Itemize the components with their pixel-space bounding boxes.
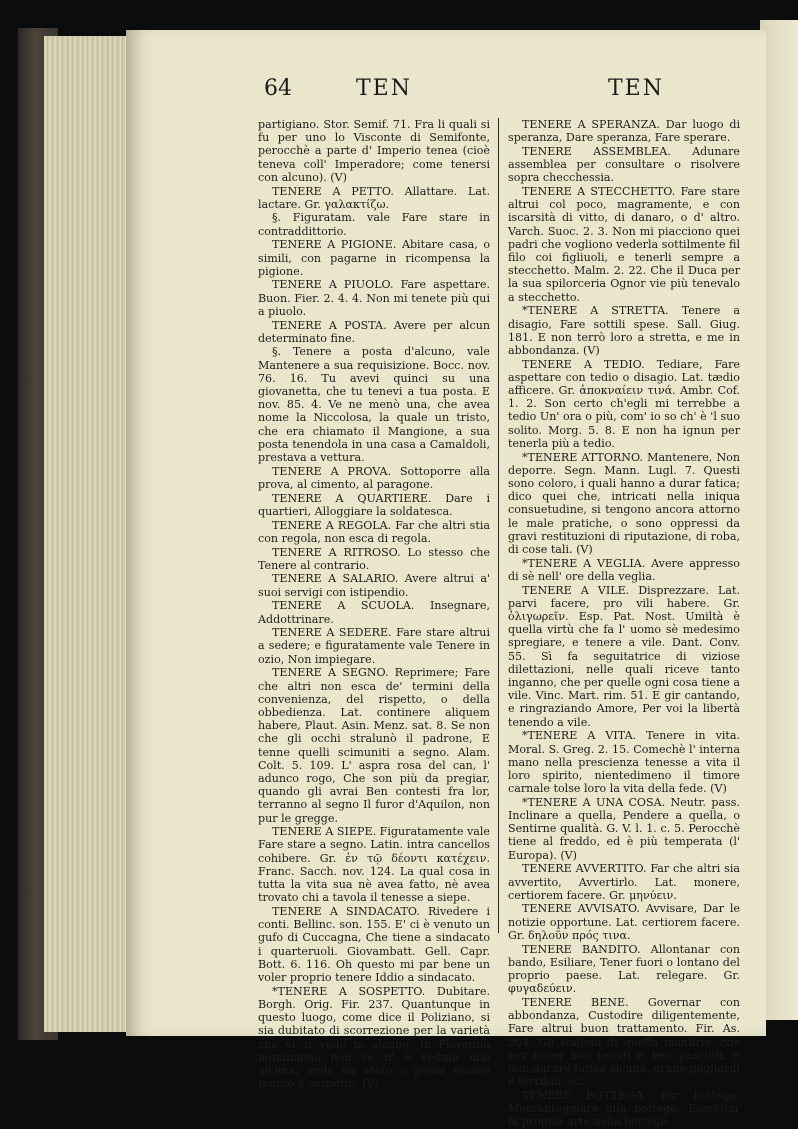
running-headword-right: TEN	[608, 76, 664, 101]
dictionary-entry: TENERE A PIUOLO. Fare aspettare. Buon. Fier. 2. 4. 4. Non mi tenete più qui a piuolo.	[258, 278, 490, 318]
dictionary-entry: TENERE A SIEPE. Figuratamente vale Fare stare a segno. Latin. intra cancellos cohibere. Gr. ἐν τῷ δέοντι κατέχειν. Franc. Sacch. nov. 124. La qual cosa in tutta la vita sua nè avea fatto, nè avea trovato chi a tavola il tenesse a siepe.	[258, 825, 490, 905]
dictionary-entry: TENERE A VILE. Disprezzare. Lat. parvi facere, pro vili habere. Gr. ὀλιγωρεῖν. Esp. Pat. Nost. Umiltà è quella virtù che fa l' uomo sè medesimo spregiare, e tenere a vile. Dant. Conv. 55. Sì fa seguitatrice di viziose dilettazioni, nelle quali riceve tanto inganno, che per quelle ogni cosa tiene a vile. Vinc. Mart. rim. 51. E gir cantando, e ringraziando Amore, Per voi la libertà tenendo a vile.	[508, 583, 740, 729]
dictionary-entry: §. Tenere a posta d'alcuno, vale Mantenere a sua requisizione. Bocc. nov. 76. 16. Tu avevi quinci su una giovanetta, che tu tenevi a tua posta. E nov. 85. 4. Ve ne menò una, che avea nome la Niccolosa, la quale un tristo, che era chiamato il Mangione, a sua posta tenendola in una casa a Camaldoli, prestava a vettura.	[258, 345, 490, 465]
dictionary-entry: TENERE A PROVA. Sottoporre alla prova, al cimento, al paragone.	[258, 464, 490, 491]
dictionary-entry: TENERE ASSEMBLEA. Adunare assemblea per consultare o risolvere sopra checchessia.	[508, 144, 740, 185]
dictionary-entry: TENERE A PIGIONE. Abitare casa, o simili, con pagarne in ricompensa la pigione.	[258, 238, 490, 278]
dictionary-entry: TENERE AVVISATO. Avvisare, Dar le notizie opportune. Lat. certiorem facere. Gr. δηλοῦν πρός τινα.	[508, 902, 740, 942]
running-headword-left: TEN	[356, 76, 412, 101]
dictionary-entry: *TENERE A SOSPETTO. Dubitare. Borgh. Orig. Fir. 237. Quantunque in questo luogo, come dice il Poliziano, si sia dubitato di scorrezione per la varietà che vi si vede in alcune; in Florentia nondimeno non se n' è veduta mai alcuna, onde sia stato o possa essere tenuto a sospetto. (V)	[258, 984, 490, 1091]
dictionary-entry: *TENERE ATTORNO. Mantenere, Non deporre. Segn. Mann. Lugl. 7. Questi sono coloro, i quali hanno a durar fatica; dico quei che, intricati nella iniqua consuetudine, si tengono ancora attorno le male pratiche, o sono oppressi da gravi restituzioni di riputazione, di roba, di cose tali. (V)	[508, 450, 740, 556]
dictionary-entry: *TENERE A UNA COSA. Neutr. pass. Inclinare a quella, Pendere a quella, o Sentirne qualità. G. V. l. 1. c. 5. Perocchè tiene al freddo, ed è più temperata (l' Europa). (V)	[508, 795, 740, 862]
dictionary-entry: TENERE A POSTA. Avere per alcun determinato fine.	[258, 318, 490, 345]
dictionary-entry: §. Figuratam. vale Fare stare in contraddittorio.	[258, 211, 490, 238]
page-number: 64	[264, 76, 292, 101]
dictionary-entry: TENERE A RITROSO. Lo stesso che Tenere al contrario.	[258, 545, 490, 572]
dictionary-entry: TENERE A SEDERE. Fare stare altrui a sedere; e figuratamente vale Tenere in ozio, Non impiegare.	[258, 626, 490, 666]
dictionary-entry: TENERE A SCUOLA. Insegnare, Addottrinare.	[258, 599, 490, 626]
dictionary-entry: TENERE A QUARTIERE. Dare i quartieri, Alloggiare la soldatesca.	[258, 491, 490, 518]
page-stack-edges	[44, 36, 128, 1032]
dictionary-entry: TENERE A PETTO. Allattare. Lat. lactare. Gr. γαλακτίζω.	[258, 184, 490, 211]
dictionary-entry: TENERE A SINDACATO. Rivedere i conti. Bellinc. son. 155. E' ci è venuto un gufo di Cuccagna, Che tiene a sindacato i quarteruoli. Giovambatt. Gell. Capr. Bott. 6. 116. Oh questo mi par bene un voler proprio tenere Iddio a sindacato.	[258, 904, 490, 984]
dictionary-entry: TENERE A SPERANZA. Dar luogo di speranza, Dare speranza, Fare sperare.	[508, 118, 740, 145]
dictionary-entry: *TENERE A STRETTA. Tenere a disagio, Fare sottili spese. Sall. Giug. 181. E non terrò loro a stretta, e me in abbondanza. (V)	[508, 304, 740, 357]
dictionary-entry: TENERE A STECCHETTO. Fare stare altrui col poco, magramente, e con iscarsità di vitto, di danaro, o d' altro. Varch. Suoc. 2. 3. Non mi piacciono quei padri che vogliono vederla sottilmente fil filo coi figliuoli, e tenerli sempre a stecchetto. Malm. 2. 22. Che il Duca per la sua spilorceria Ognor vie più tenevalo a stecchetto.	[508, 185, 740, 304]
dictionary-entry: TENERE A REGOLA. Far che altri stia con regola, non esca di regola.	[258, 518, 490, 545]
dictionary-entry: TENERE A SEGNO. Reprimere; Fare che altri non esca de' termini della convenienza, del rispetto, o della obbedienza. Lat. continere aliquem habere, Plaut. Asin. Menz. sat. 8. Se non che gli occhi stralunò il padrone, E tenne quelli scimuniti a segno. Alam. Colt. 5. 109. L' aspra rosa del can, l' adunco rogo, Che son più da pregiar, quando gli avrai Ben contesti fra lor, terranno al segno Il furor d'Aquilon, non pur le gregge.	[258, 666, 490, 825]
dictionary-entry: TENERE BENE. Governar con abbondanza, Custodire diligentemente, Fare altrui buon trattamento. Fir. As. 204. Gli stalloni di quella mandria, che per esser ben tenuti e ben pasciuti, e non durare fatica alcuna, erano gagliardi e terribili, ec.	[508, 995, 740, 1089]
dictionary-entry: TENERE BANDITO. Allontanar con bando, Esiliare, Tener fuori o lontano del proprio paese. Lat. relegare. Gr. φυγαδεύειν.	[508, 942, 740, 996]
page-header	[264, 76, 744, 116]
dictionary-entry: *TENERE A VITA. Tenere in vita. Moral. S. Greg. 2. 15. Comechè l' interna mano nella prescienza tenesse a vita il loro spirito, nientedimeno il timore carnale tolse loro la vita della fede. (V)	[508, 729, 740, 796]
dictionary-entry: TENERE AVVERTITO. Far che altri sia avvertito, Avvertirlo. Lat. monere, certiorem facere. Gr. μηνύειν.	[508, 862, 740, 902]
dictionary-entry: TENERE BOTTEGA. Far bottega, Mercanteggiare alla bottega, Esercitar la propria arte nella bottega.	[508, 1088, 740, 1129]
right-column	[508, 118, 740, 1129]
column-divider	[498, 118, 499, 933]
dictionary-entry: TENERE A TEDIO. Tediare, Fare aspettare con tedio o disagio. Lat. tædio afficere. Gr. ἀποκναίειν τινά. Ambr. Cof. 1. 2. Son certo ch'egli mi terrebbe a tedio Un' ora o più, com' io so ch' è 'l suo solito. Morg. 5. 8. E non ha ignun per tenerla più a tedio.	[508, 357, 740, 450]
dictionary-entry: partigiano. Stor. Semif. 71. Fra li quali si fu per uno lo Visconte di Semifonte, perocchè a parte d' Imperio tenea (cioè teneva coll' Imperadore; come tenersi con alcuno). (V)	[258, 118, 490, 184]
dictionary-entry: *TENERE A VEGLIA. Avere appresso di sè nell' ore della veglia.	[508, 556, 740, 583]
left-column	[258, 118, 490, 1091]
dictionary-entry: TENERE A SALARIO. Avere altrui a' suoi servigi con istipendio.	[258, 572, 490, 599]
